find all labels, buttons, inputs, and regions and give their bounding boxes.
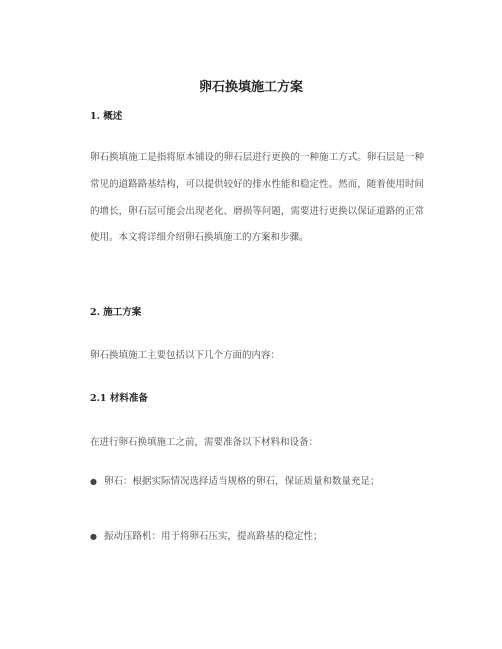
paragraph-overview-text: 卵石换填施工是指将原本铺设的卵石层进行更换的一种施工方式。卵石层是一种常见的道路路基结构，可以提供较好的排水性能和稳定性。然而，随着使用时间的增长，卵石层可能会出现老化、磨损等问题，需要进行更换以保证道路的正常使用。本文将详细介绍卵石换填施工的方案和步骤。 [90,152,424,244]
section-heading-plan: 2. 施工方案 [90,307,142,318]
document-title: 卵石换填施工方案 [198,80,303,95]
bullet-icon: ● [90,477,97,486]
list-item-text: 卵石：根据实际情况选择适当规格的卵石，保证质量和数量充足； [104,476,380,487]
paragraph-overview [90,145,424,252]
section-heading-materials: 2.1 材料准备 [90,393,148,404]
paragraph-materials: 在进行卵石换填施工之前，需要准备以下材料和设备： [90,437,319,448]
section-heading-overview: 1. 概述 [90,111,123,122]
paragraph-plan: 卵石换填施工主要包括以下几个方面的内容： [90,350,281,361]
bullet-icon: ● [90,532,97,541]
list-item-text: 振动压路机：用于将卵石压实，提高路基的稳定性； [104,531,323,542]
list-item [90,530,424,544]
list-item [90,475,424,489]
